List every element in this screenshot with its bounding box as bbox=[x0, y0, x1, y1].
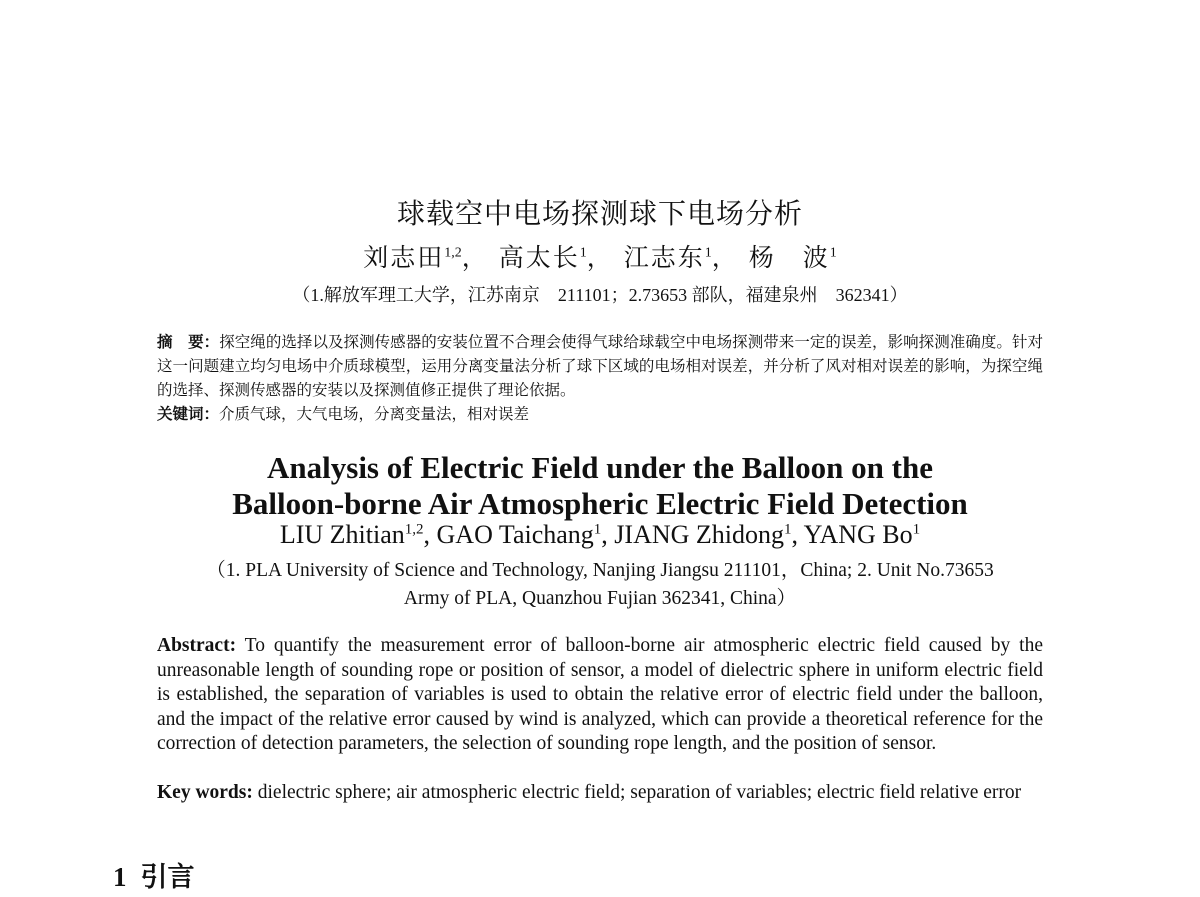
author-affiliation-mark: 1 bbox=[829, 245, 837, 261]
author-name: 高太长 bbox=[498, 243, 580, 272]
author-affiliation-mark: 1 bbox=[579, 245, 587, 261]
author-name: JIANG Zhidong bbox=[614, 520, 785, 549]
author-affiliation-mark: 1 bbox=[593, 521, 602, 538]
section-number: 1 bbox=[113, 862, 127, 892]
english-abstract bbox=[157, 634, 1043, 757]
author-separator: ， bbox=[711, 243, 739, 272]
english-title-line: Balloon-borne Air Atmospheric Electric Field Detection bbox=[232, 486, 968, 521]
abstract-label: 摘 要： bbox=[157, 333, 220, 351]
author-separator: ， bbox=[586, 243, 614, 272]
author-affiliation-mark: 1,2 bbox=[404, 521, 424, 538]
author-separator: , bbox=[601, 520, 615, 549]
english-keywords bbox=[157, 781, 1043, 806]
author-affiliation-mark: 1 bbox=[912, 521, 921, 538]
chinese-authors bbox=[0, 238, 1200, 274]
author-name: 江志东 bbox=[623, 243, 705, 272]
author-affiliation-mark: 1,2 bbox=[444, 245, 462, 261]
english-authors bbox=[0, 520, 1200, 550]
author-affiliation-mark: 1 bbox=[704, 245, 712, 261]
english-affiliation-line: Army of PLA, Quanzhou Fujian 362341, China） bbox=[403, 588, 797, 609]
section-heading bbox=[113, 855, 195, 894]
author-separator: , bbox=[423, 520, 437, 549]
author-name: 杨 波 bbox=[748, 243, 830, 272]
abstract-text: 探空绳的选择以及探测传感器的安装位置不合理会使得气球给球载空中电场探测带来一定的误差，影响探测准确度。针对这一问题建立均匀电场中介质球模型，运用分离变量法分析了球下区域的电场相对误差，并分析了风对相对误差的影响，为探空绳的选择、探测传感器的安装以及探测值修正提供了理论依据。 bbox=[157, 333, 1043, 399]
english-title-line: Analysis of Electric Field under the Balloon on the bbox=[267, 450, 933, 485]
abstract-label: Abstract: bbox=[157, 635, 237, 656]
section-title: 引言 bbox=[140, 862, 195, 893]
abstract-text: To quantify the measurement error of balloon-borne air atmospheric electric field caused by the unreasonable length of sounding rope or position of sensor, a model of dielectric sphere in uniform electric field is established, the separation of variables is used to obtain the relative error of electric field under the balloon, and the impact of the relative error caused by wind is analyzed, which can provide a theoretical reference for the correction of detection parameters, the selection of sounding rope length, and the position of sensor. bbox=[157, 635, 1043, 754]
chinese-affiliation: （1.解放军理工大学，江苏南京 211101；2.73653 部队，福建泉州 362341） bbox=[292, 285, 908, 305]
english-title bbox=[0, 450, 1200, 522]
keywords-label: Key words: bbox=[157, 782, 253, 803]
chinese-keywords bbox=[157, 402, 1043, 426]
author-name: 刘志田 bbox=[363, 243, 445, 272]
chinese-title: 球载空中电场探测球下电场分析 bbox=[396, 197, 803, 230]
english-affiliation bbox=[0, 557, 1200, 613]
author-name: YANG Bo bbox=[803, 520, 913, 549]
author-affiliation-mark: 1 bbox=[784, 521, 792, 538]
author-name: GAO Taichang bbox=[436, 520, 594, 549]
author-separator: , bbox=[791, 520, 804, 549]
keywords-text: 介质气球，大气电场，分离变量法，相对误差 bbox=[219, 405, 530, 423]
author-separator: ， bbox=[461, 243, 489, 272]
author-name: LIU Zhitian bbox=[279, 520, 405, 549]
keywords-text: dielectric sphere; air atmospheric electric field; separation of variables; electric field relative error bbox=[257, 782, 1022, 803]
keywords-label: 关键词： bbox=[157, 405, 220, 423]
english-affiliation-line: （1. PLA University of Science and Technology, Nanjing Jiangsu 211101，China; 2. Unit No.73653 bbox=[206, 560, 994, 581]
chinese-abstract bbox=[157, 330, 1043, 402]
